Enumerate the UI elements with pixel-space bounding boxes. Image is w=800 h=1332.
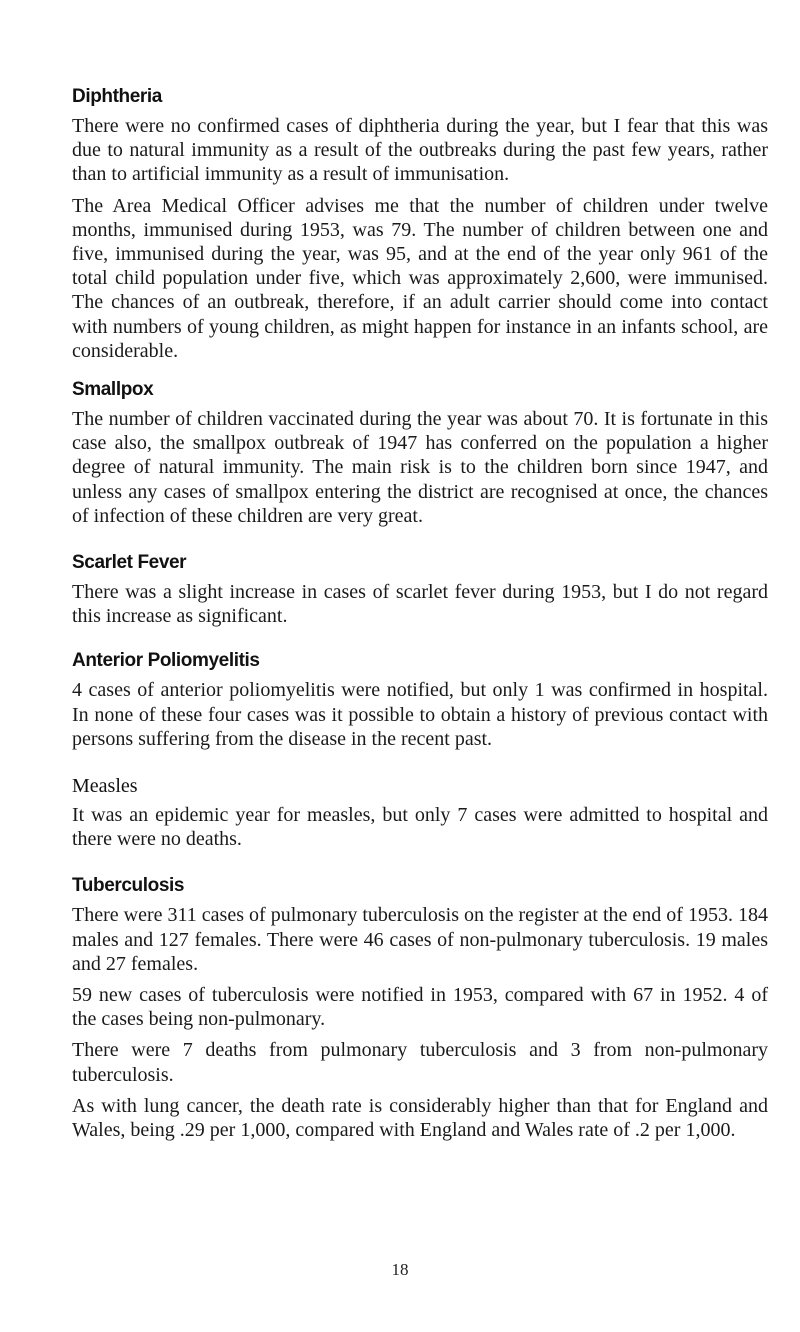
section-measles [72, 771, 768, 851]
page-number: 18 [391, 1260, 409, 1279]
paragraph: The number of children vaccinated during the year was about 70. It is fortunate in this case also, the smallpox outbreak of 1947 has conferred on the population a higher degree of natural immunity. The main risk is to the children born since 1947, and unless any cases of smallpox entering the district are recognised at once, the chances of infection of these children are very great. [72, 408, 768, 527]
paragraph: 59 new cases of tuberculosis were notified in 1953, compared with 67 in 1952. 4 of the cases being non-pulmonary. [72, 984, 768, 1031]
section-anterior-poliomyelitis [72, 646, 768, 751]
paragraph: The Area Medical Officer advises me that the number of children under twelve months, immunised during 1953, was 79. The number of children between one and five, immunised during the year, was 95, and at the end of the year only 961 of the total child population under five, which was approximately 2,600, were immunised. The chances of an outbreak, therefore, if an adult carrier should come into contact with numbers of young children, as might happen for instance in an infants school, are considerable. [72, 194, 768, 362]
section-heading: Smallpox [72, 379, 154, 401]
section-diphtheria [72, 82, 768, 363]
paragraph: As with lung cancer, the death rate is considerably higher than that for England and Wales, being .29 per 1,000, compared with England and Wales rate of .2 per 1,000. [72, 1094, 768, 1142]
section-heading: Tuberculosis [72, 875, 185, 897]
section-tuberculosis [72, 871, 768, 1142]
section-heading: Measles [72, 775, 138, 798]
section-heading: Diphtheria [72, 86, 162, 107]
paragraph: It was an epidemic year for measles, but only 7 cases were admitted to hospital and there were no deaths. [72, 804, 768, 851]
section-scarlet-fever [72, 548, 768, 628]
paragraph: 4 cases of anterior poliomyelitis were notified, but only 1 was confirmed in hospital. In none of these four cases was it possible to obtain a history of previous contact with persons suffering from the disease in the recent past. [72, 679, 768, 750]
paragraph: There were 7 deaths from pulmonary tuberculosis and 3 from non-pulmonary tuberculosis. [72, 1039, 768, 1086]
section-heading: Anterior Poliomyelitis [72, 650, 260, 672]
document-page [72, 82, 768, 1149]
section-heading: Scarlet Fever [72, 552, 187, 574]
paragraph: There were 311 cases of pulmonary tuberculosis on the register at the end of 1953. 184 males and 127 females. There were 46 cases of non-pulmonary tuberculosis. 19 males and 27 females. [72, 904, 768, 975]
paragraph: There was a slight increase in cases of scarlet fever during 1953, but I do not regard this increase as significant. [72, 581, 768, 628]
section-smallpox [72, 375, 768, 528]
paragraph: There were no confirmed cases of diphtheria during the year, but I fear that this was due to natural immunity as a result of the outbreaks during the past few years, rather than to artificial immunity as a result of immunisation. [72, 115, 768, 186]
